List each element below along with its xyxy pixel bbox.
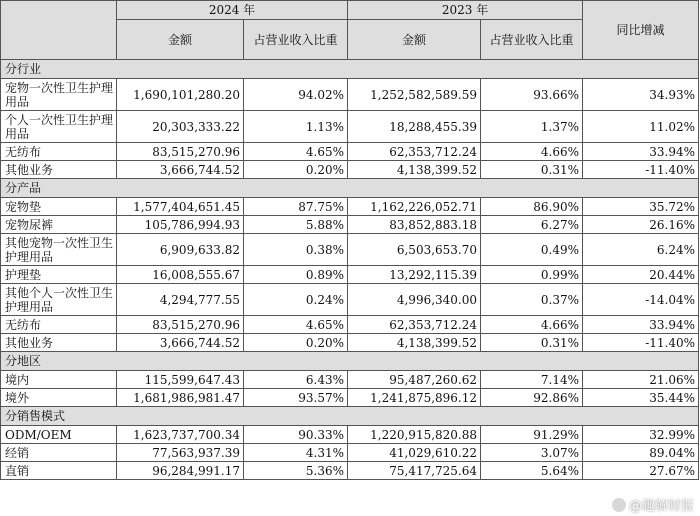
table-row: [1, 234, 699, 266]
ratio-2023: 5.64%: [481, 462, 583, 480]
ratio-2024: 0.24%: [244, 284, 348, 316]
section-row: [1, 352, 699, 371]
amount-2024: 1,681,986,981.47: [117, 389, 244, 407]
header-ratio-2024: 占营业收入比重: [244, 20, 348, 60]
amount-2023: 62,353,712.24: [348, 316, 481, 334]
ratio-2024: 90.33%: [244, 426, 348, 444]
amount-2024: 20,303,333.22: [117, 111, 244, 143]
ratio-2024: 94.02%: [244, 79, 348, 111]
ratio-2024: 0.89%: [244, 266, 348, 284]
row-name: 护理垫: [1, 266, 117, 284]
row-name: 直销: [1, 462, 117, 480]
ratio-2024: 0.20%: [244, 334, 348, 352]
header-year-2023: 2023 年: [348, 1, 583, 20]
table-row: [1, 462, 699, 480]
yoy-change: 27.67%: [583, 462, 699, 480]
section-title: 分产品: [1, 179, 699, 198]
ratio-2023: 92.86%: [481, 389, 583, 407]
amount-2024: 1,623,737,700.34: [117, 426, 244, 444]
header-ratio-2023: 占营业收入比重: [481, 20, 583, 60]
row-name: 宠物垫: [1, 198, 117, 216]
amount-2023: 83,852,883.18: [348, 216, 481, 234]
amount-2024: 77,563,937.39: [117, 444, 244, 462]
ratio-2023: 0.31%: [481, 334, 583, 352]
amount-2023: 4,996,340.00: [348, 284, 481, 316]
row-name: 个人一次性卫生护理用品: [1, 111, 117, 143]
row-name: 宠物尿裤: [1, 216, 117, 234]
yoy-change: 20.44%: [583, 266, 699, 284]
row-name: 境外: [1, 389, 117, 407]
ratio-2023: 6.27%: [481, 216, 583, 234]
ratio-2024: 4.65%: [244, 316, 348, 334]
table-body: [1, 60, 699, 480]
table-row: [1, 161, 699, 179]
row-name: 无纺布: [1, 143, 117, 161]
yoy-change: 33.94%: [583, 143, 699, 161]
yoy-change: 34.93%: [583, 79, 699, 111]
watermark: [612, 495, 694, 514]
ratio-2024: 4.31%: [244, 444, 348, 462]
yoy-change: 89.04%: [583, 444, 699, 462]
table-row: [1, 426, 699, 444]
yoy-change: 11.02%: [583, 111, 699, 143]
ratio-2023: 4.66%: [481, 143, 583, 161]
table-row: [1, 444, 699, 462]
table-row: [1, 266, 699, 284]
ratio-2023: 0.31%: [481, 161, 583, 179]
yoy-change: -14.04%: [583, 284, 699, 316]
amount-2023: 75,417,725.64: [348, 462, 481, 480]
row-name: 境内: [1, 371, 117, 389]
amount-2024: 83,515,270.96: [117, 316, 244, 334]
yoy-change: 33.94%: [583, 316, 699, 334]
table-row: [1, 111, 699, 143]
ratio-2023: 1.37%: [481, 111, 583, 143]
amount-2023: 1,162,226,052.71: [348, 198, 481, 216]
row-name: ODM/OEM: [1, 426, 117, 444]
table-row: [1, 334, 699, 352]
amount-2024: 4,294,777.55: [117, 284, 244, 316]
yoy-change: 32.99%: [583, 426, 699, 444]
row-name: 其他业务: [1, 334, 117, 352]
amount-2023: 95,487,260.62: [348, 371, 481, 389]
header-blank-cell: [1, 1, 117, 60]
section-row: [1, 60, 699, 79]
amount-2024: 3,666,744.52: [117, 161, 244, 179]
row-name: 其他宠物一次性卫生护理用品: [1, 234, 117, 266]
yoy-change: 35.44%: [583, 389, 699, 407]
table-row: [1, 143, 699, 161]
table-header: [1, 1, 699, 60]
header-yoy: 同比增减: [583, 1, 699, 60]
yoy-change: 6.24%: [583, 234, 699, 266]
amount-2023: 4,138,399.52: [348, 334, 481, 352]
header-amount-2023: 金额: [348, 20, 481, 60]
section-title: 分行业: [1, 60, 699, 79]
ratio-2023: 86.90%: [481, 198, 583, 216]
ratio-2024: 0.38%: [244, 234, 348, 266]
ratio-2023: 0.99%: [481, 266, 583, 284]
ratio-2024: 87.75%: [244, 198, 348, 216]
table-row: [1, 389, 699, 407]
amount-2023: 62,353,712.24: [348, 143, 481, 161]
ratio-2024: 0.20%: [244, 161, 348, 179]
row-name: 无纺布: [1, 316, 117, 334]
table-row: [1, 316, 699, 334]
header-year-2024: 2024 年: [117, 1, 348, 20]
weibo-logo-icon: [612, 498, 626, 512]
ratio-2023: 0.37%: [481, 284, 583, 316]
section-title: 分销售模式: [1, 407, 699, 426]
ratio-2024: 5.88%: [244, 216, 348, 234]
amount-2023: 4,138,399.52: [348, 161, 481, 179]
ratio-2023: 0.49%: [481, 234, 583, 266]
table-row: [1, 198, 699, 216]
amount-2023: 13,292,115.39: [348, 266, 481, 284]
section-row: [1, 407, 699, 426]
table-row: [1, 284, 699, 316]
ratio-2023: 93.66%: [481, 79, 583, 111]
yoy-change: 26.16%: [583, 216, 699, 234]
amount-2024: 83,515,270.96: [117, 143, 244, 161]
yoy-change: -11.40%: [583, 334, 699, 352]
table-row: [1, 79, 699, 111]
amount-2023: 41,029,610.22: [348, 444, 481, 462]
table-row: [1, 371, 699, 389]
ratio-2024: 6.43%: [244, 371, 348, 389]
ratio-2024: 1.13%: [244, 111, 348, 143]
section-title: 分地区: [1, 352, 699, 371]
ratio-2024: 93.57%: [244, 389, 348, 407]
amount-2023: 1,220,915,820.88: [348, 426, 481, 444]
row-name: 宠物一次性卫生护理用品: [1, 79, 117, 111]
section-row: [1, 179, 699, 198]
table-row: [1, 216, 699, 234]
amount-2024: 1,577,404,651.45: [117, 198, 244, 216]
watermark-text: @趣解财报: [628, 499, 694, 514]
yoy-change: 21.06%: [583, 371, 699, 389]
ratio-2024: 5.36%: [244, 462, 348, 480]
ratio-2023: 4.66%: [481, 316, 583, 334]
ratio-2023: 3.07%: [481, 444, 583, 462]
ratio-2024: 4.65%: [244, 143, 348, 161]
amount-2024: 96,284,991.17: [117, 462, 244, 480]
amount-2024: 3,666,744.52: [117, 334, 244, 352]
amount-2024: 105,786,994.93: [117, 216, 244, 234]
ratio-2023: 7.14%: [481, 371, 583, 389]
amount-2024: 16,008,555.67: [117, 266, 244, 284]
amount-2023: 6,503,653.70: [348, 234, 481, 266]
row-name: 其他业务: [1, 161, 117, 179]
ratio-2023: 91.29%: [481, 426, 583, 444]
yoy-change: -11.40%: [583, 161, 699, 179]
header-amount-2024: 金额: [117, 20, 244, 60]
row-name: 经销: [1, 444, 117, 462]
yoy-change: 35.72%: [583, 198, 699, 216]
amount-2024: 1,690,101,280.20: [117, 79, 244, 111]
amount-2023: 18,288,455.39: [348, 111, 481, 143]
amount-2024: 6,909,633.82: [117, 234, 244, 266]
amount-2024: 115,599,647.43: [117, 371, 244, 389]
amount-2023: 1,252,582,589.59: [348, 79, 481, 111]
amount-2023: 1,241,875,896.12: [348, 389, 481, 407]
row-name: 其他个人一次性卫生护理用品: [1, 284, 117, 316]
